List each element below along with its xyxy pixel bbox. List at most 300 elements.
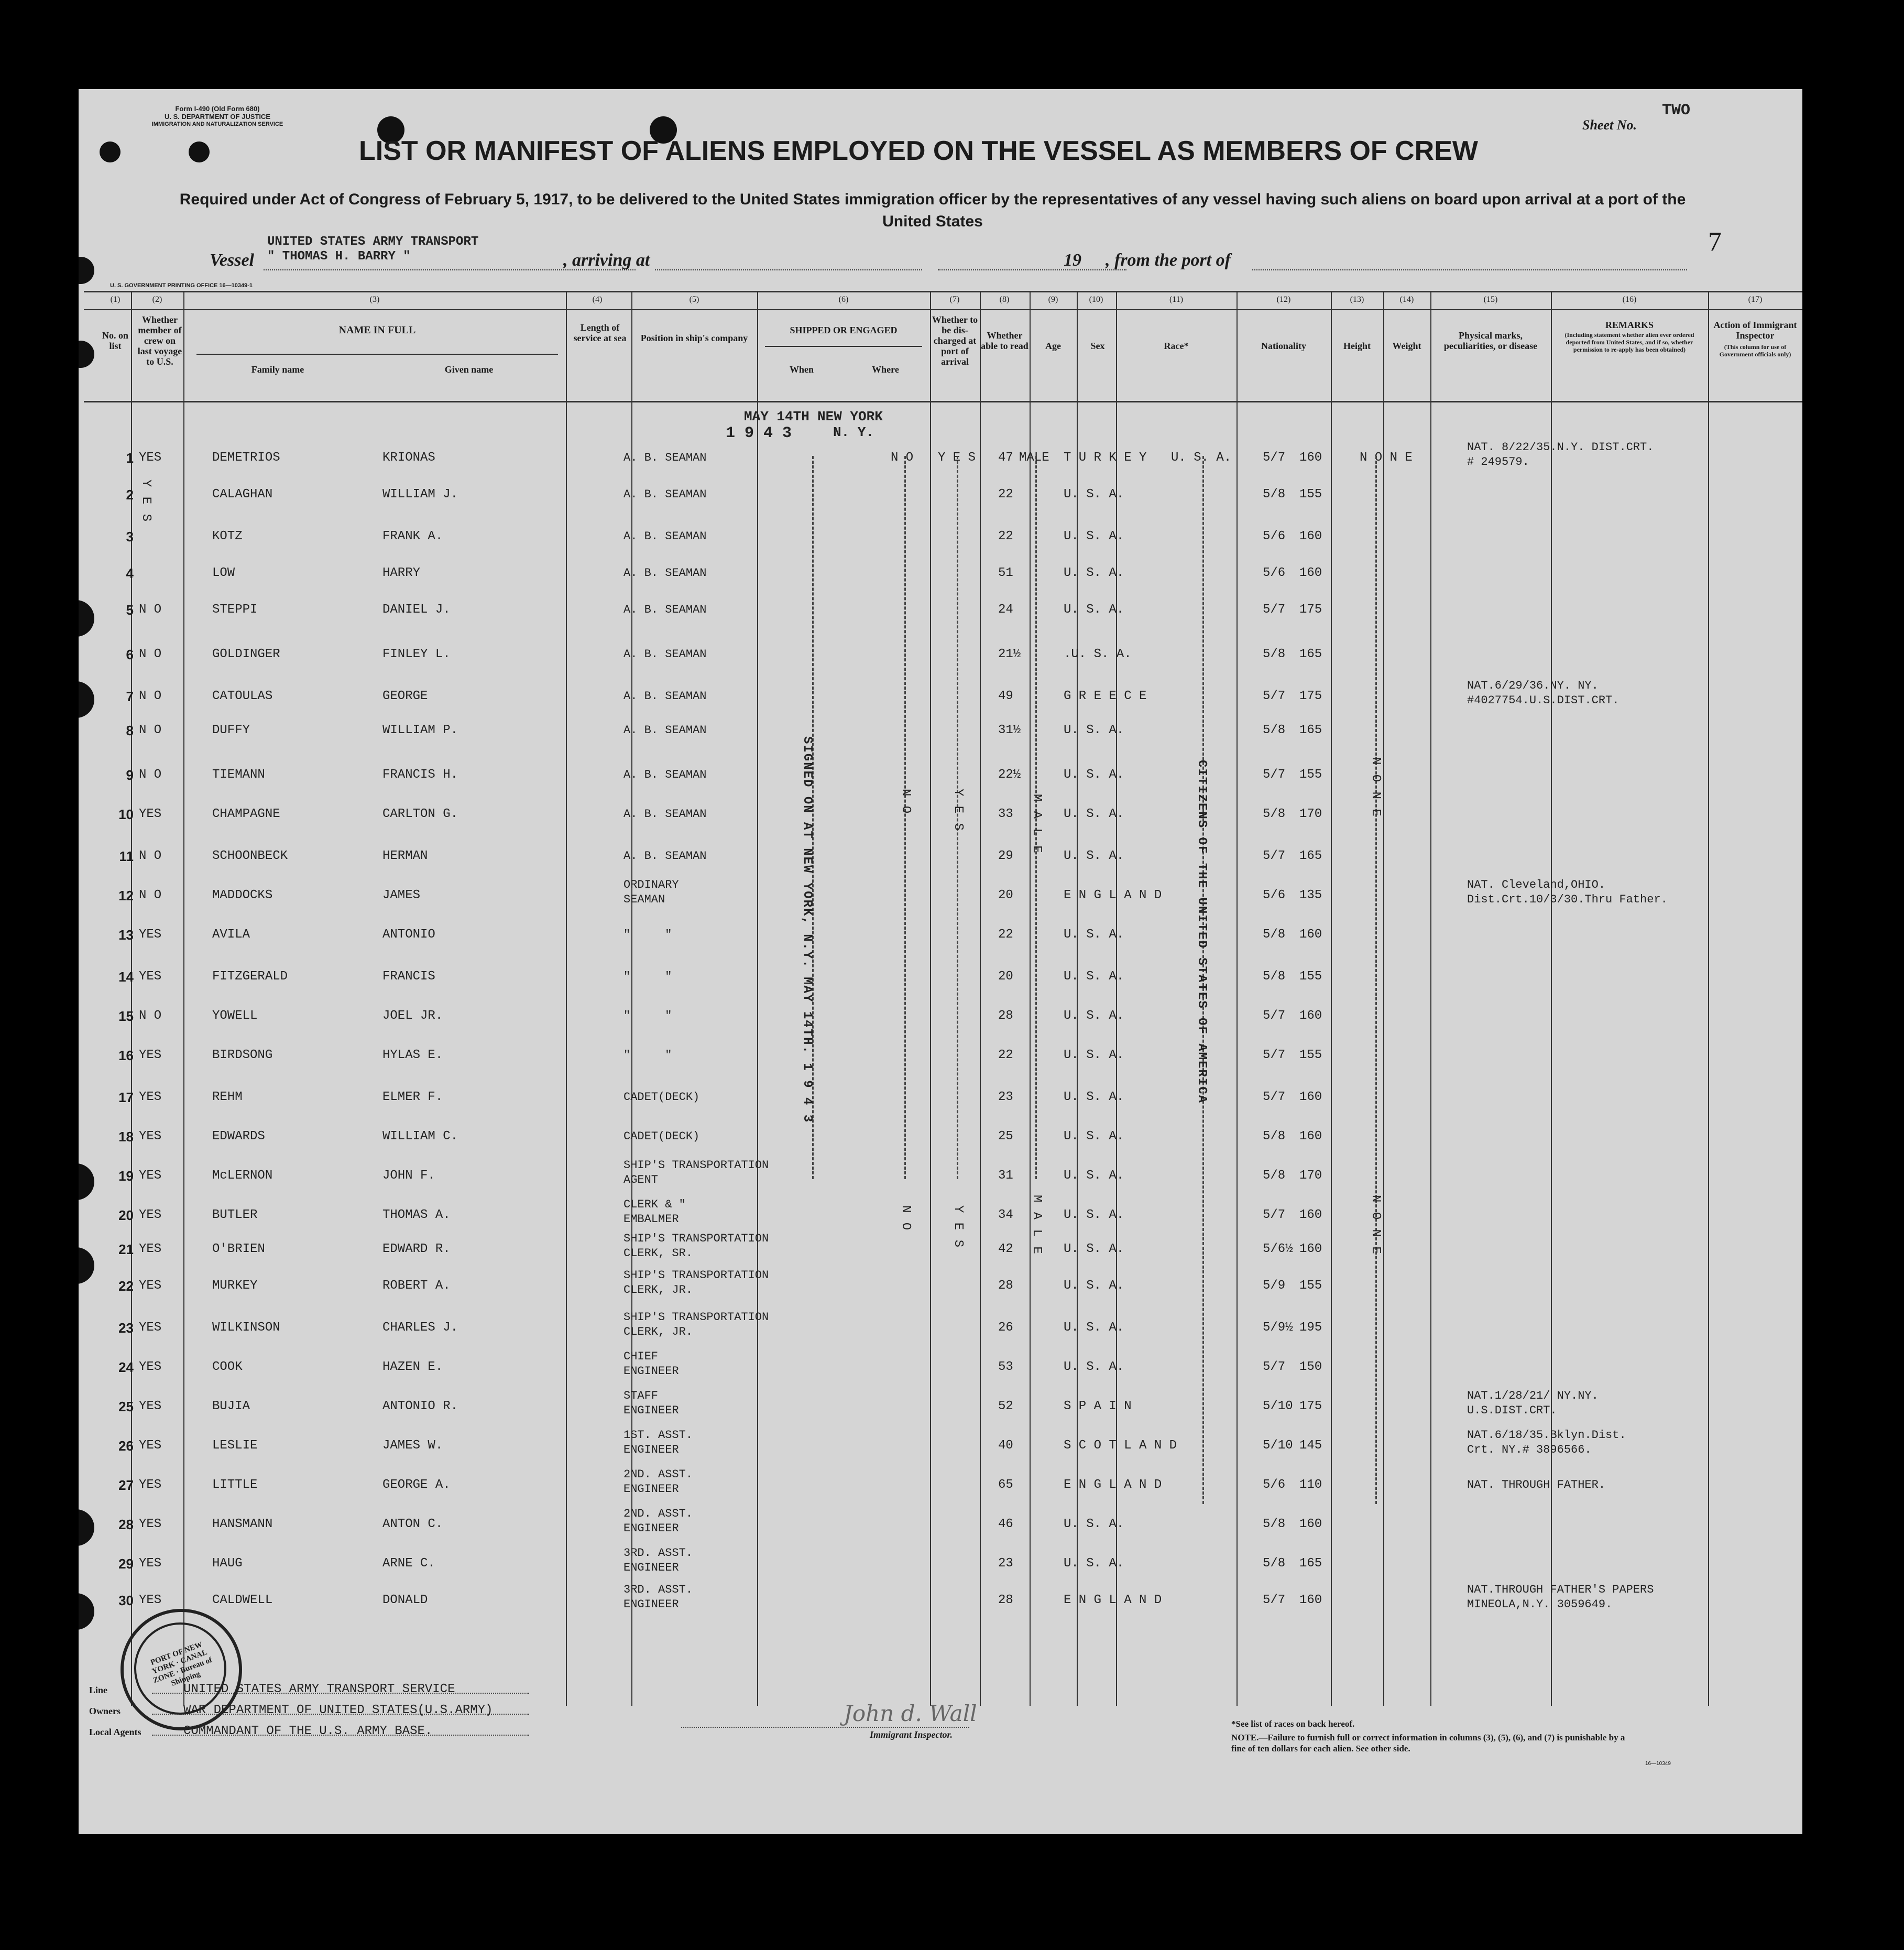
shipped-when-2: 1 9 4 3 xyxy=(726,424,792,442)
line-label: Line xyxy=(89,1685,108,1695)
race: E N G L A N D xyxy=(1064,888,1162,902)
col-head-inspector-sub: (This column for use of Government officials only) xyxy=(1719,343,1791,358)
row-number: 19 xyxy=(118,1168,134,1184)
column-rule xyxy=(566,291,567,1706)
height: 5/8 xyxy=(1263,723,1286,737)
given-name: GEORGE xyxy=(382,689,428,703)
column-number: (8) xyxy=(999,295,1010,304)
row-number: 29 xyxy=(118,1556,134,1572)
manifest-sheet xyxy=(79,89,1802,1834)
owners-label: Owners xyxy=(89,1706,121,1716)
shipped-where-2: N. Y. xyxy=(833,424,874,440)
agents-rule xyxy=(152,1735,529,1736)
height: 5/6 xyxy=(1263,529,1286,543)
position: " " xyxy=(623,928,672,941)
race: U. S. A. xyxy=(1064,1048,1124,1062)
family-name: WILKINSON xyxy=(212,1321,280,1335)
punch-hole xyxy=(79,1509,94,1546)
row-number: 23 xyxy=(118,1320,134,1336)
weight: 160 xyxy=(1299,451,1322,465)
position: SHIP'S TRANSPORTATION CLERK, JR. xyxy=(623,1311,769,1338)
row-number: 13 xyxy=(118,927,134,943)
crew-last-voyage: YES xyxy=(139,1517,162,1531)
height: 5/7 xyxy=(1263,1048,1286,1062)
family-name: BIRDSONG xyxy=(212,1048,273,1062)
family-name: MURKEY xyxy=(212,1279,258,1293)
family-name: CHAMPAGNE xyxy=(212,807,280,821)
height: 5/8 xyxy=(1263,1517,1286,1531)
family-name: YOWELL xyxy=(212,1009,258,1023)
col-head-position: Position in ship's company xyxy=(640,333,748,343)
column-number: (3) xyxy=(369,295,380,304)
col-head-inspector: Action of Immigrant Inspector xyxy=(1713,320,1797,341)
row-number: 2 xyxy=(126,487,134,503)
line-value: UNITED STATES ARMY TRANSPORT SERVICE xyxy=(183,1682,455,1696)
age: 34 xyxy=(998,1208,1013,1222)
inspector-signature: John d. Wall xyxy=(844,1701,977,1726)
given-name: ROBERT A. xyxy=(382,1279,451,1293)
crew-last-voyage: YES xyxy=(139,1242,162,1256)
position: 2ND. ASST. ENGINEER xyxy=(623,1507,693,1535)
given-name: WILLIAM P. xyxy=(382,723,458,737)
family-name: LITTLE xyxy=(212,1478,258,1492)
crew-last-voyage: YES xyxy=(139,807,162,821)
discharge-no-bottom: N O xyxy=(899,1205,913,1232)
position: A. B. SEAMAN xyxy=(623,603,707,616)
name-rule xyxy=(196,354,558,355)
family-name: HANSMANN xyxy=(212,1517,273,1531)
race: U. S. A. xyxy=(1064,529,1124,543)
row-number: 22 xyxy=(118,1278,134,1294)
family-name: COOK xyxy=(212,1360,243,1374)
race: U. S. A. xyxy=(1064,1556,1124,1571)
marks-none-bottom: N O N E xyxy=(1369,1195,1383,1255)
race: U. S. A. xyxy=(1064,1169,1124,1183)
height: 5/7 xyxy=(1263,451,1286,465)
marks-ditto-line xyxy=(1375,456,1377,1504)
family-name: GOLDINGER xyxy=(212,647,280,661)
age: 22 xyxy=(998,487,1013,502)
height: 5/8 xyxy=(1263,487,1286,502)
position: SHIP'S TRANSPORTATION CLERK, SR. xyxy=(623,1232,769,1260)
race: U. S. A. xyxy=(1064,603,1124,617)
column-rule xyxy=(1030,291,1031,1706)
race: S C O T L A N D xyxy=(1064,1439,1177,1453)
column-number: (13) xyxy=(1350,295,1364,304)
given-name: HYLAS E. xyxy=(382,1048,443,1062)
crew-last-voyage: N O xyxy=(139,723,162,737)
position: 3RD. ASST. ENGINEER xyxy=(623,1583,693,1611)
column-rule xyxy=(757,291,758,1706)
crew-last-voyage: N O xyxy=(139,689,162,703)
age: 28 xyxy=(998,1009,1013,1023)
weight: 155 xyxy=(1299,969,1322,984)
family-name: BUJIA xyxy=(212,1399,250,1413)
position: A. B. SEAMAN xyxy=(623,451,707,464)
height: 5/7 xyxy=(1263,603,1286,617)
date-line xyxy=(938,269,1126,270)
family-name: FITZGERALD xyxy=(212,969,288,984)
crew-last-voyage: YES xyxy=(139,1208,162,1222)
age: 20 xyxy=(998,888,1013,902)
given-name: THOMAS A. xyxy=(382,1208,451,1222)
position: CHIEF ENGINEER xyxy=(623,1350,679,1378)
crew-last-voyage: YES xyxy=(139,451,162,465)
given-name: FRANCIS xyxy=(382,969,435,984)
col-head-remarks-sub: (Including statement whether alien ever ordered deported from United States, and if so, whether permission to re-apply has been obtained) xyxy=(1564,331,1694,353)
punch-hole xyxy=(100,141,121,162)
column-rule xyxy=(930,291,931,1706)
position: A. B. SEAMAN xyxy=(623,768,707,781)
sex-male-bottom: M A L E xyxy=(1030,1195,1044,1255)
weight: 165 xyxy=(1299,849,1322,863)
shipped-rule xyxy=(765,346,922,347)
column-number: (12) xyxy=(1276,295,1291,304)
col-head-height: Height xyxy=(1343,341,1371,351)
weight: 175 xyxy=(1299,689,1322,703)
family-name: MADDOCKS xyxy=(212,888,273,902)
weight: 160 xyxy=(1299,1009,1322,1023)
given-name: HERMAN xyxy=(382,849,428,863)
family-name: KOTZ xyxy=(212,529,243,543)
position: CADET(DECK) xyxy=(623,1130,700,1143)
column-number: (11) xyxy=(1169,295,1184,304)
remarks: NAT.THROUGH FATHER'S PAPERS MINEOLA,N.Y. 3059649. xyxy=(1467,1583,1654,1611)
height: 5/8 xyxy=(1263,807,1286,821)
weight: 165 xyxy=(1299,647,1322,661)
age: 40 xyxy=(998,1439,1013,1453)
col-head-remarks: REMARKS xyxy=(1605,320,1654,330)
weight: 160 xyxy=(1299,1090,1322,1104)
row-number: 11 xyxy=(119,848,134,864)
col-head-marks: Physical marks, peculiarities, or disease xyxy=(1443,330,1538,351)
from-port-label: , from the port of xyxy=(1106,250,1231,270)
owners-value: WAR DEPARTMENT OF UNITED STATES(U.S.ARMY) xyxy=(183,1703,493,1717)
height: 5/7 xyxy=(1263,689,1286,703)
colnum-rule xyxy=(84,309,1802,310)
height: 5/7 xyxy=(1263,1593,1286,1607)
penalty-note: NOTE.—Failure to furnish full or correct information in columns (3), (5), (6), and (7) is punishable by a fine of ten dollars for each alien. See other side. xyxy=(1231,1733,1625,1753)
crew-last-voyage: N O xyxy=(139,603,162,617)
given-name: FRANK A. xyxy=(382,529,443,543)
column-number: (10) xyxy=(1089,295,1103,304)
height: 5/7 xyxy=(1263,1208,1286,1222)
punch-hole xyxy=(79,341,94,368)
position: CADET(DECK) xyxy=(623,1091,700,1104)
signed-on-vertical: SIGNED ON AT NEW YORK, N.Y. MAY 14TH. 1 9 4 3 xyxy=(800,736,814,1124)
weight: 195 xyxy=(1299,1321,1322,1335)
physical-marks: N O N E xyxy=(1360,451,1413,465)
given-name: HARRY xyxy=(382,566,421,580)
discharge-no-top: N O xyxy=(899,789,913,815)
age: 29 xyxy=(998,849,1013,863)
crew-last-voyage: N O xyxy=(139,888,162,902)
crew-last-voyage: YES xyxy=(139,1129,162,1143)
weight: 160 xyxy=(1299,1208,1322,1222)
col-head-age: Age xyxy=(1045,341,1061,351)
race: U. S. A. xyxy=(1064,1360,1124,1374)
column-number: (16) xyxy=(1622,295,1637,304)
row-number: 8 xyxy=(126,723,134,738)
family-name: DUFFY xyxy=(212,723,250,737)
form-code: 16—10349 xyxy=(1645,1761,1671,1767)
crew-last-voyage: YES xyxy=(139,1556,162,1571)
column-rule xyxy=(1331,291,1332,1706)
crew-last-voyage: YES xyxy=(139,1439,162,1453)
weight: 155 xyxy=(1299,1279,1322,1293)
position: SHIP'S TRANSPORTATION AGENT xyxy=(623,1159,769,1186)
height: 5/10 xyxy=(1263,1439,1293,1453)
family-name: STEPPI xyxy=(212,603,258,617)
column-number: (7) xyxy=(949,295,960,304)
page-title: LIST OR MANIFEST OF ALIENS EMPLOYED ON THE VESSEL AS MEMBERS OF CREW xyxy=(359,136,1478,166)
given-name: JAMES W. xyxy=(382,1439,443,1453)
col-head-family: Family name xyxy=(251,364,304,375)
age: 65 xyxy=(998,1478,1013,1492)
given-name: CHARLES J. xyxy=(382,1321,458,1335)
age: 53 xyxy=(998,1360,1013,1374)
row-number: 28 xyxy=(118,1517,134,1532)
nationality: U. S. A. xyxy=(1171,451,1232,465)
header-bottom-rule xyxy=(84,401,1802,402)
row-number: 26 xyxy=(118,1438,134,1454)
port-line xyxy=(1252,269,1687,270)
given-name: DANIEL J. xyxy=(382,603,451,617)
race: E N G L A N D xyxy=(1064,1478,1162,1492)
remarks: NAT. 8/22/35.N.Y. DIST.CRT. # 249579. xyxy=(1467,441,1654,469)
height: 5/7 xyxy=(1263,1090,1286,1104)
column-rule xyxy=(1430,291,1431,1706)
column-rule xyxy=(1708,291,1709,1706)
given-name: ELMER F. xyxy=(382,1090,443,1104)
row-number: 18 xyxy=(118,1129,134,1145)
table-top-rule xyxy=(84,291,1802,292)
age: 23 xyxy=(998,1556,1013,1571)
given-name: FRANCIS H. xyxy=(382,768,458,782)
race: U. S. A. xyxy=(1064,1242,1124,1256)
col-head-read: Whether able to read xyxy=(981,330,1028,351)
given-name: CARLTON G. xyxy=(382,807,458,821)
height: 5/10 xyxy=(1263,1399,1293,1413)
race: U. S. A. xyxy=(1064,969,1124,984)
weight: 155 xyxy=(1299,768,1322,782)
discharge: N O xyxy=(891,451,914,465)
shipped-when-1: MAY 14TH xyxy=(744,409,809,424)
position: A. B. SEAMAN xyxy=(623,488,707,501)
row-number: 15 xyxy=(118,1008,134,1024)
race: U. S. A. xyxy=(1064,1009,1124,1023)
sex: MALE xyxy=(1019,451,1049,465)
height: 5/6 xyxy=(1263,888,1286,902)
age: 22 xyxy=(998,1048,1013,1062)
position: 2ND. ASST. ENGINEER xyxy=(623,1468,693,1496)
height: 5/7 xyxy=(1263,1360,1286,1374)
row-number: 17 xyxy=(118,1090,134,1105)
row-number: 9 xyxy=(126,767,134,783)
crew-last-voyage: N O xyxy=(139,1009,162,1023)
height: 5/6 xyxy=(1263,566,1286,580)
row-number: 16 xyxy=(118,1048,134,1063)
weight: 160 xyxy=(1299,1242,1322,1256)
family-name: BUTLER xyxy=(212,1208,258,1222)
race: .U. S. A. xyxy=(1064,647,1132,661)
sheet-label: Sheet No. xyxy=(1582,117,1637,133)
form-number: Form I-490 (Old Form 680) xyxy=(175,105,260,113)
race: U. S. A. xyxy=(1064,768,1124,782)
race: T U R K E Y xyxy=(1064,451,1147,465)
page-mark: 7 xyxy=(1708,227,1722,257)
weight: 150 xyxy=(1299,1360,1322,1374)
crew-last-voyage: YES xyxy=(139,1321,162,1335)
weight: 160 xyxy=(1299,566,1322,580)
row-number: 7 xyxy=(126,689,134,704)
given-name: ANTONIO R. xyxy=(382,1399,458,1413)
family-name: CALDWELL xyxy=(212,1593,273,1607)
position: " " xyxy=(623,1049,672,1062)
race: U. S. A. xyxy=(1064,1129,1124,1143)
crew-last-voyage: N O xyxy=(139,849,162,863)
discharge-ditto-line xyxy=(904,456,906,1179)
given-name: GEORGE A. xyxy=(382,1478,451,1492)
age: 31½ xyxy=(998,723,1021,737)
column-number: (9) xyxy=(1048,295,1058,304)
given-name: EDWARD R. xyxy=(382,1242,451,1256)
race: E N G L A N D xyxy=(1064,1593,1162,1607)
marks-none-top: N O N E xyxy=(1369,757,1383,818)
family-name: HAUG xyxy=(212,1556,243,1571)
crew-last-voyage: YES xyxy=(139,1399,162,1413)
race: U. S. A. xyxy=(1064,1517,1124,1531)
column-number: (14) xyxy=(1399,295,1414,304)
given-name: ARNE C. xyxy=(382,1556,435,1571)
col-head-weight: Weight xyxy=(1392,341,1421,351)
arriving-label: , arriving at xyxy=(563,250,650,270)
column-number: (6) xyxy=(838,295,849,304)
row-number: 21 xyxy=(118,1241,134,1257)
service-name: IMMIGRATION AND NATURALIZATION SERVICE xyxy=(151,121,283,127)
age: 22½ xyxy=(998,768,1021,782)
age: 49 xyxy=(998,689,1013,703)
family-name: O'BRIEN xyxy=(212,1242,265,1256)
weight: 110 xyxy=(1299,1478,1322,1492)
family-name: CATOULAS xyxy=(212,689,273,703)
citizens-vertical: CITIZENS OF THE UNITED STATES OF AMERICA xyxy=(1195,760,1209,1104)
weight: 165 xyxy=(1299,723,1322,737)
weight: 160 xyxy=(1299,529,1322,543)
age: 21½ xyxy=(998,647,1021,661)
col-head-name: NAME IN FULL xyxy=(338,324,416,336)
family-name: REHM xyxy=(212,1090,243,1104)
page-subtitle: Required under Act of Congress of February 5, 1917, to be delivered to the United States immigration officer by the representatives of any vessel having such aliens on board upon arrival at a port of the United States xyxy=(179,191,1686,230)
department-name: U. S. DEPARTMENT OF JUSTICE xyxy=(165,113,270,121)
height: 5/9½ xyxy=(1263,1321,1293,1335)
shipped-where-1: NEW YORK xyxy=(817,409,883,424)
row-number: 1 xyxy=(126,450,134,466)
row-number: 5 xyxy=(126,602,134,618)
age: 51 xyxy=(998,566,1013,580)
crew-last-voyage: YES xyxy=(139,1169,162,1183)
vessel-label: Vessel xyxy=(210,250,254,270)
race: U. S. A. xyxy=(1064,1090,1124,1104)
given-name: DONALD xyxy=(382,1593,428,1607)
age: 23 xyxy=(998,1090,1013,1104)
given-name: HAZEN E. xyxy=(382,1360,443,1374)
height: 5/6½ xyxy=(1263,1242,1293,1256)
column-number: (1) xyxy=(110,295,121,304)
column-rule xyxy=(1383,291,1384,1706)
agents-label: Local Agents xyxy=(89,1727,141,1737)
position: A. B. SEAMAN xyxy=(623,849,707,863)
read-yes-bottom: Y E S xyxy=(951,1205,965,1249)
height: 5/8 xyxy=(1263,1129,1286,1143)
given-name: ANTON C. xyxy=(382,1517,443,1531)
punch-hole xyxy=(79,600,94,637)
family-name: LOW xyxy=(212,566,235,580)
position: A. B. SEAMAN xyxy=(623,808,707,821)
given-name: JOEL JR. xyxy=(382,1009,443,1023)
age: 33 xyxy=(998,807,1013,821)
given-name: ANTONIO xyxy=(382,928,435,942)
position: A. B. SEAMAN xyxy=(623,567,707,580)
row-number: 10 xyxy=(118,807,134,822)
age: 28 xyxy=(998,1279,1013,1293)
position: ORDINARY SEAMAN xyxy=(623,878,679,906)
weight: 155 xyxy=(1299,1048,1322,1062)
family-name: TIEMANN xyxy=(212,768,265,782)
weight: 170 xyxy=(1299,807,1322,821)
weight: 175 xyxy=(1299,1399,1322,1413)
crew-last-voyage: YES xyxy=(139,1090,162,1104)
signature-line xyxy=(681,1727,969,1728)
position: A. B. SEAMAN xyxy=(623,648,707,661)
row-number: 14 xyxy=(118,969,134,985)
race: U. S. A. xyxy=(1064,566,1124,580)
weight: 160 xyxy=(1299,928,1322,942)
weight: 170 xyxy=(1299,1169,1322,1183)
remarks: NAT.1/28/21/ NY.NY. U.S.DIST.CRT. xyxy=(1467,1389,1599,1417)
col-head-nationality: Nationality xyxy=(1261,341,1306,351)
punch-hole xyxy=(79,1247,94,1284)
column-number: (4) xyxy=(592,295,603,304)
family-name: CALAGHAN xyxy=(212,487,273,502)
age: 25 xyxy=(998,1129,1013,1143)
family-name: SCHOONBECK xyxy=(212,849,288,863)
weight: 160 xyxy=(1299,1129,1322,1143)
printing-office: U. S. GOVERNMENT PRINTING OFFICE 16—10349-1 xyxy=(110,282,253,289)
col-head-sex: Sex xyxy=(1090,341,1105,351)
height: 5/8 xyxy=(1263,647,1286,661)
age: 31 xyxy=(998,1169,1013,1183)
age: 26 xyxy=(998,1321,1013,1335)
read-yes-top: Y E S xyxy=(951,789,965,832)
row-number: 30 xyxy=(118,1593,134,1608)
race: U. S. A. xyxy=(1064,487,1124,502)
age: 22 xyxy=(998,928,1013,942)
column-number: (5) xyxy=(689,295,699,304)
age: 24 xyxy=(998,603,1013,617)
race: U. S. A. xyxy=(1064,723,1124,737)
column-rule xyxy=(1077,291,1078,1706)
given-name: FINLEY L. xyxy=(382,647,451,661)
crew-last-voyage: YES xyxy=(139,1360,162,1374)
crew-last-voyage: YES xyxy=(139,1279,162,1293)
family-name: DEMETRIOS xyxy=(212,451,280,465)
given-name: JAMES xyxy=(382,888,421,902)
position: 1ST. ASST. ENGINEER xyxy=(623,1429,693,1456)
race: U. S. A. xyxy=(1064,1208,1124,1222)
vessel-name: " THOMAS H. BARRY " xyxy=(267,249,411,264)
height: 5/6 xyxy=(1263,1478,1286,1492)
